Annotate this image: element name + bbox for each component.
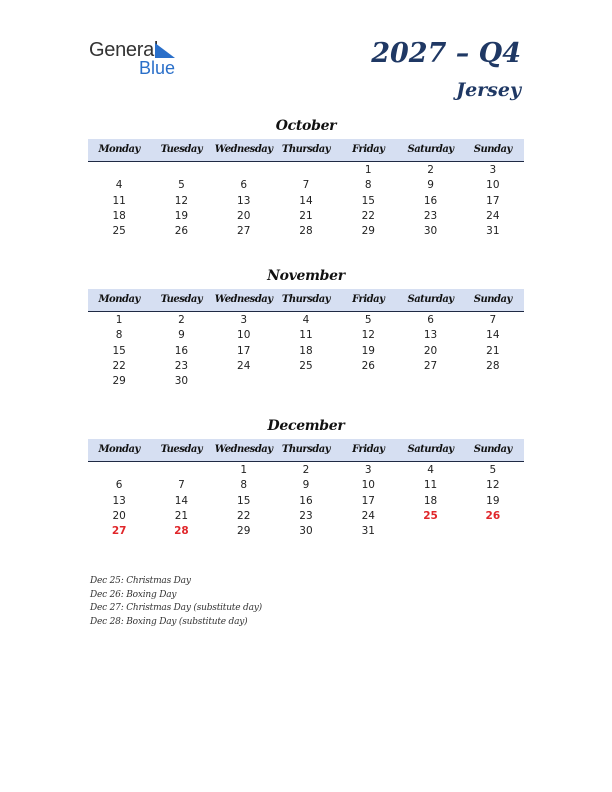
day-cell: 15 xyxy=(112,344,126,357)
weekday-header-sunday: Sunday xyxy=(473,444,512,455)
empty-day-cell xyxy=(88,163,150,178)
page-title: 2027 – Q4 xyxy=(371,38,521,69)
empty-day-cell xyxy=(462,374,524,389)
day-cell: 30 xyxy=(299,525,313,538)
day-cell: 1 xyxy=(364,164,372,176)
day-cell: 10 xyxy=(486,179,500,192)
month-title: October xyxy=(275,118,337,134)
day-cell: 25 xyxy=(112,225,126,238)
holiday-note: Dec 25: Christmas Day xyxy=(90,576,191,586)
week-row xyxy=(88,494,524,509)
day-cell: 11 xyxy=(299,329,313,342)
weekday-header-row xyxy=(88,289,524,312)
week-row xyxy=(88,524,524,539)
day-cell: 25 xyxy=(423,509,438,522)
day-cell: 2 xyxy=(427,164,434,176)
logo-flag-icon xyxy=(155,43,175,58)
day-cell: 29 xyxy=(237,525,251,538)
day-cell: 1 xyxy=(240,464,248,476)
day-cell: 23 xyxy=(299,509,313,522)
weeks-container xyxy=(88,312,524,389)
day-cell: 21 xyxy=(174,509,189,522)
weekday-header-monday: Monday xyxy=(98,144,140,155)
weekday-header-saturday: Saturday xyxy=(407,144,454,155)
page-header xyxy=(371,36,521,104)
day-cell: 17 xyxy=(361,494,375,507)
day-cell: 18 xyxy=(112,209,126,222)
holiday-note: Dec 28: Boxing Day (substitute day) xyxy=(90,616,248,627)
day-cell: 24 xyxy=(361,509,375,522)
day-cell: 7 xyxy=(302,179,310,192)
day-cell: 20 xyxy=(423,344,438,357)
week-row xyxy=(88,374,524,389)
week-row xyxy=(88,328,524,343)
week-row xyxy=(88,509,524,524)
day-cell: 14 xyxy=(299,194,313,207)
weekday-header-wednesday: Wednesday xyxy=(214,294,273,305)
day-cell: 25 xyxy=(299,359,313,372)
day-cell: 16 xyxy=(174,344,189,357)
day-cell: 23 xyxy=(423,209,438,222)
weeks-container xyxy=(88,462,524,539)
day-cell: 13 xyxy=(423,329,438,342)
month-title: December xyxy=(267,418,345,434)
day-cell: 22 xyxy=(112,359,126,372)
day-cell: 3 xyxy=(364,464,372,476)
empty-day-cell xyxy=(337,374,399,389)
day-cell: 12 xyxy=(486,479,500,492)
day-cell: 21 xyxy=(486,344,500,357)
weekday-header-thursday: Thursday xyxy=(281,294,331,305)
week-row xyxy=(88,463,524,478)
day-cell: 27 xyxy=(237,225,251,238)
day-cell: 15 xyxy=(237,494,251,507)
weekday-header-friday: Friday xyxy=(352,144,385,155)
day-cell: 26 xyxy=(485,509,501,522)
weekday-header-sunday: Sunday xyxy=(473,144,512,155)
day-cell: 18 xyxy=(299,344,313,357)
day-cell: 30 xyxy=(423,225,438,238)
empty-day-cell xyxy=(213,163,275,178)
empty-day-cell xyxy=(275,163,337,178)
day-cell: 16 xyxy=(423,194,438,207)
week-row xyxy=(88,178,524,193)
day-cell: 11 xyxy=(423,479,438,492)
day-cell: 29 xyxy=(361,225,375,238)
day-cell: 12 xyxy=(174,194,189,207)
logo xyxy=(89,40,175,76)
month-november xyxy=(88,266,524,389)
day-cell: 30 xyxy=(174,375,189,388)
day-cell: 12 xyxy=(361,329,375,342)
week-row xyxy=(88,478,524,493)
day-cell: 23 xyxy=(174,359,189,372)
holiday-note: Dec 26: Boxing Day xyxy=(90,589,177,600)
day-cell: 15 xyxy=(361,194,375,207)
day-cell: 28 xyxy=(486,359,500,372)
weekday-header-sunday: Sunday xyxy=(473,294,512,305)
week-row xyxy=(88,194,524,209)
day-cell: 27 xyxy=(423,359,438,372)
day-cell: 4 xyxy=(427,464,434,476)
day-cell: 24 xyxy=(237,359,251,372)
week-row xyxy=(88,224,524,239)
logo-text-blue: Blue xyxy=(139,58,176,78)
day-cell: 19 xyxy=(174,209,189,222)
day-cell: 22 xyxy=(237,509,251,522)
week-row xyxy=(88,163,524,178)
empty-day-cell xyxy=(399,524,461,539)
day-cell: 26 xyxy=(361,359,375,372)
week-row xyxy=(88,344,524,359)
month-december xyxy=(88,416,524,539)
empty-day-cell xyxy=(462,524,524,539)
logo-text-general: General xyxy=(89,39,159,61)
weekday-header-row xyxy=(88,439,524,462)
day-cell: 31 xyxy=(486,225,500,238)
day-cell: 2 xyxy=(302,464,310,476)
day-cell: 5 xyxy=(178,179,185,192)
day-cell: 7 xyxy=(489,314,497,326)
day-cell: 8 xyxy=(240,479,248,492)
day-cell: 13 xyxy=(112,494,126,507)
day-cell: 2 xyxy=(178,314,185,326)
day-cell: 6 xyxy=(240,179,248,192)
weekday-header-friday: Friday xyxy=(352,294,385,305)
weekday-header-wednesday: Wednesday xyxy=(214,444,273,455)
day-cell: 14 xyxy=(486,329,500,342)
day-cell: 31 xyxy=(361,525,375,538)
week-row xyxy=(88,359,524,374)
weekday-header-saturday: Saturday xyxy=(407,444,454,455)
day-cell: 6 xyxy=(427,314,434,326)
day-cell: 13 xyxy=(237,194,251,207)
day-cell: 8 xyxy=(364,179,372,192)
month-title: November xyxy=(267,268,345,284)
day-cell: 18 xyxy=(423,494,438,507)
page-subtitle: Jersey xyxy=(456,79,521,101)
day-cell: 28 xyxy=(174,525,189,538)
day-cell: 16 xyxy=(299,494,313,507)
empty-day-cell xyxy=(275,374,337,389)
day-cell: 1 xyxy=(115,314,123,326)
empty-day-cell xyxy=(88,463,150,478)
day-cell: 27 xyxy=(111,525,127,538)
empty-day-cell xyxy=(213,374,275,389)
weekday-header-tuesday: Tuesday xyxy=(160,444,203,455)
day-cell: 28 xyxy=(299,225,313,238)
day-cell: 8 xyxy=(115,329,123,342)
day-cell: 9 xyxy=(302,479,310,492)
day-cell: 9 xyxy=(178,329,185,342)
weekday-header-wednesday: Wednesday xyxy=(214,144,273,155)
day-cell: 14 xyxy=(174,494,189,507)
day-cell: 5 xyxy=(364,314,372,326)
weekday-header-tuesday: Tuesday xyxy=(160,144,203,155)
weekday-header-tuesday: Tuesday xyxy=(160,294,203,305)
week-row xyxy=(88,313,524,328)
holiday-notes xyxy=(90,575,262,629)
day-cell: 19 xyxy=(361,344,375,357)
empty-day-cell xyxy=(150,163,212,178)
day-cell: 4 xyxy=(302,314,310,326)
weekday-header-thursday: Thursday xyxy=(281,444,331,455)
day-cell: 11 xyxy=(112,194,126,207)
month-october xyxy=(88,116,524,239)
day-cell: 19 xyxy=(486,494,500,507)
day-cell: 3 xyxy=(489,164,497,176)
weekday-header-monday: Monday xyxy=(98,444,140,455)
weekday-header-row xyxy=(88,139,524,162)
day-cell: 26 xyxy=(174,225,189,238)
weekday-header-saturday: Saturday xyxy=(407,294,454,305)
holiday-note: Dec 27: Christmas Day (substitute day) xyxy=(90,603,262,614)
day-cell: 20 xyxy=(237,209,251,222)
day-cell: 5 xyxy=(489,464,497,476)
day-cell: 9 xyxy=(427,179,434,192)
day-cell: 21 xyxy=(299,209,313,222)
empty-day-cell xyxy=(150,463,212,478)
day-cell: 10 xyxy=(237,329,251,342)
weekday-header-thursday: Thursday xyxy=(281,144,331,155)
day-cell: 20 xyxy=(112,509,126,522)
day-cell: 22 xyxy=(361,209,375,222)
empty-day-cell xyxy=(399,374,461,389)
day-cell: 17 xyxy=(237,344,251,357)
day-cell: 24 xyxy=(486,209,500,222)
day-cell: 3 xyxy=(240,314,248,326)
week-row xyxy=(88,209,524,224)
day-cell: 6 xyxy=(115,479,123,492)
weeks-container xyxy=(88,162,524,239)
weekday-header-monday: Monday xyxy=(98,294,140,305)
day-cell: 4 xyxy=(115,179,123,192)
day-cell: 29 xyxy=(112,375,126,388)
day-cell: 7 xyxy=(178,479,185,492)
weekday-header-friday: Friday xyxy=(352,444,385,455)
day-cell: 17 xyxy=(486,194,500,207)
day-cell: 10 xyxy=(361,479,375,492)
